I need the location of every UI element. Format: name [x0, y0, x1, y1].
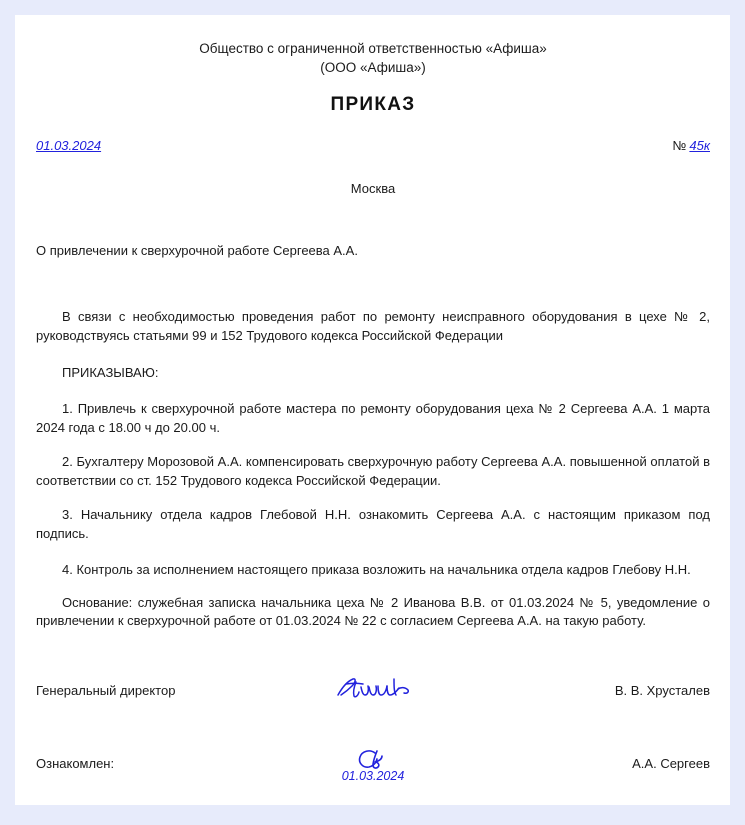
- number-value: 45к: [689, 138, 710, 153]
- order-item-2: 2. Бухгалтеру Морозовой А.А. компенсировать сверхурочную работу Сергеева А.А. повышенной оплатой в соответствии со ст. 152 Трудового кодекса Российской Федерации.: [36, 454, 710, 488]
- document-city: Москва: [350, 181, 396, 196]
- order-item-4: 4. Контроль за исполнением настоящего приказа возложить на начальника отдела кадров Глебову Н.Н.: [62, 562, 691, 577]
- handwritten-signature-hrustalev-icon: [273, 675, 473, 701]
- acknowledgement-person-name: А.А. Сергеев: [632, 756, 710, 771]
- order-keyword: ПРИКАЗЫВАЮ:: [62, 365, 159, 380]
- order-item-1: 1. Привлечь к сверхурочной работе мастера по ремонту оборудования цеха № 2 Сергеева А.А. 1 марта 2024 года с 18.00 ч до 20.00 ч.: [36, 401, 710, 435]
- acknowledgement-date: 01.03.2024: [341, 769, 405, 783]
- document-body: [36, 308, 710, 631]
- spacer: [36, 437, 710, 453]
- document-subject: О привлечении к сверхурочной работе Сергеева А.А.: [36, 243, 358, 258]
- number-symbol: №: [672, 138, 687, 153]
- organization-full-name: Общество с ограниченной ответственностью «Афиша»: [199, 41, 547, 56]
- acknowledgement-signature-row: [36, 748, 710, 782]
- spacer: [36, 490, 710, 506]
- spacer: [36, 543, 710, 561]
- document-number: [672, 138, 710, 153]
- basis-paragraph: Основание: служебная записка начальника цеха № 2 Иванова В.В. от 01.03.2024 № 5, уведомление о привлечении к сверхурочной работе от 01.03.2024 № 22 с согласием Сергеева А.А. на такую работу.: [36, 594, 710, 628]
- director-signature-row: [36, 675, 710, 709]
- acknowledgement-label: Ознакомлен:: [36, 756, 115, 771]
- document-meta-row: [36, 138, 710, 158]
- document-content: [36, 15, 710, 805]
- spacer: [36, 345, 710, 365]
- organization-short-name: (ООО «Афиша»): [320, 60, 426, 75]
- document-title: ПРИКАЗ: [330, 94, 416, 115]
- document-page: [15, 15, 730, 805]
- preamble-paragraph: В связи с необходимостью проведения работ по ремонту неисправного оборудования в цехе № 2, руководствуясь статьями 99 и 152 Трудового кодекса Российской Федерации: [36, 309, 710, 343]
- handwritten-signature-sergeev-icon: [273, 748, 473, 783]
- document-date: 01.03.2024: [36, 138, 102, 153]
- spacer: [36, 380, 710, 400]
- director-role-label: Генеральный директор: [36, 683, 176, 698]
- director-name: В. В. Хрусталев: [614, 683, 710, 698]
- order-item-3: 3. Начальнику отдела кадров Глебовой Н.Н. ознакомить Сергеева А.А. с настоящим приказом под подпись.: [36, 507, 710, 541]
- spacer: [36, 580, 710, 594]
